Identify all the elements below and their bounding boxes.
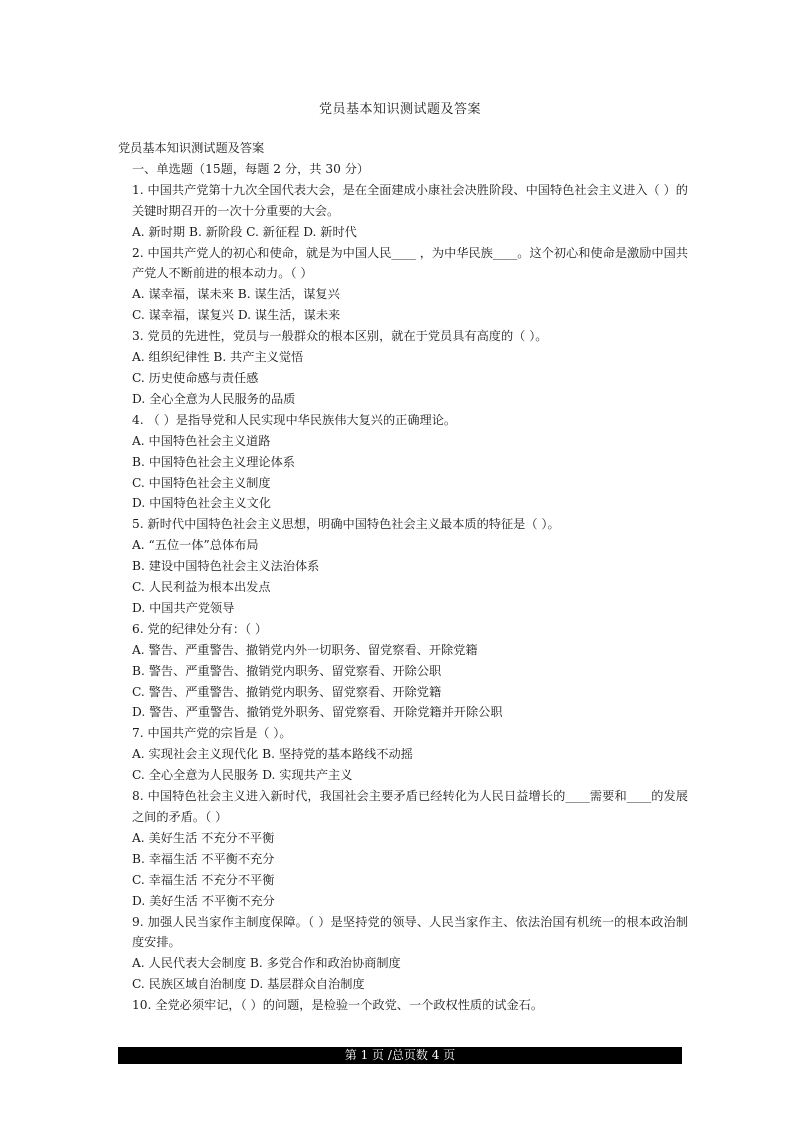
text-line: B. 建设中国特色社会主义法治体系 <box>132 559 320 574</box>
text-line: A. 美好生活 不充分不平衡 <box>132 830 275 845</box>
text-line: C. 中国特色社会主义制度 <box>132 475 271 490</box>
page-footer: 第 1 页 /总页数 4 页 <box>118 1047 682 1064</box>
text-line: C. 民族区域自治制度 D. 基层群众自治制度 <box>132 977 365 992</box>
document-body <box>118 138 688 1016</box>
text-line: A. 谋幸福，谋未来 B. 谋生活，谋复兴 <box>132 287 340 302</box>
text-line: B. 中国特色社会主义理论体系 <box>132 454 295 469</box>
text-line: 1. 中国共产党第十九次全国代表大会，是在全面建成小康社会决胜阶段、中国特色社会主义进入（ ）的关键时期召开的一次十分重要的大会。 <box>132 182 688 218</box>
text-line: 4. （ ）是指导党和人民实现中华民族伟大复兴的正确理论。 <box>132 412 457 427</box>
text-line: D. 中国共产党领导 <box>132 600 235 615</box>
text-line: A. 中国特色社会主义道路 <box>132 433 271 448</box>
text-line: 8. 中国特色社会主义进入新时代，我国社会主要矛盾已经转化为人民日益增长的____需要和____的发展之间的矛盾。（ ） <box>132 789 688 824</box>
text-line: 6. 党的纪律处分有：（ ） <box>132 621 268 636</box>
text-line: 一、单选题（15题，每题 2 分，共 30 分） <box>132 161 370 176</box>
text-line: A. 实现社会主义现代化 B. 坚持党的基本路线不动摇 <box>132 747 413 762</box>
text-line: A. 新时期 B. 新阶段 C. 新征程 D. 新时代 <box>132 224 357 239</box>
text-line: B. 警告、严重警告、撤销党内职务、留党察看、开除公职 <box>132 663 442 678</box>
text-line: D. 警告、严重警告、撤销党外职务、留党察看、开除党籍并开除公职 <box>132 705 503 720</box>
text-line: C. 幸福生活 不充分不平衡 <box>132 872 275 887</box>
text-line: C. 历史使命感与责任感 <box>132 370 259 385</box>
text-line: A. “五位一体”总体布局 <box>132 538 259 553</box>
text-line: A. 警告、严重警告、撤销党内外一切职务、留党察看、开除党籍 <box>132 642 478 657</box>
text-line: 2. 中国共产党人的初心和使命，就是为中国人民____ ，为中华民族____。这个初心和使命是激励中国共产党人不断前进的根本动力。（ ） <box>132 245 688 281</box>
text-line: 5. 新时代中国特色社会主义思想，明确中国特色社会主义最本质的特征是（ ）。 <box>132 517 560 532</box>
text-line: C. 谋幸福，谋复兴 D. 谋生活，谋未来 <box>132 308 341 323</box>
text-line: 10. 全党必须牢记，（ ）的问题，是检验一个政党、一个政权性质的试金石。 <box>132 998 544 1013</box>
text-line: B. 幸福生活 不平衡不充分 <box>132 851 275 866</box>
text-line: C. 人民利益为根本出发点 <box>132 580 271 595</box>
text-line: 7. 中国共产党的宗旨是（ ）。 <box>132 726 292 741</box>
text-line: A. 组织纪律性 B. 共产主义觉悟 <box>132 350 304 365</box>
page-title: 党员基本知识测试题及答案 <box>318 102 481 117</box>
text-line: A. 人民代表大会制度 B. 多党合作和政治协商制度 <box>132 956 401 971</box>
text-line: D. 美好生活 不平衡不充分 <box>132 893 275 908</box>
text-line: 党员基本知识测试题及答案 <box>118 141 265 155</box>
text-line: C. 警告、严重警告、撤销党内职务、留党察看、开除党籍 <box>132 684 442 699</box>
text-line: 3. 党员的先进性，党员与一般群众的根本区别，就在于党员具有高度的（ ）。 <box>132 329 548 344</box>
text-line: 9. 加强人民当家作主制度保障。（ ）是坚持党的领导、人民当家作主、依法治国有机统一的根本政治制度安排。 <box>132 914 688 950</box>
text-line: D. 中国特色社会主义文化 <box>132 496 271 511</box>
text-line: D. 全心全意为人民服务的品质 <box>132 391 296 406</box>
text-line: C. 全心全意为人民服务 D. 实现共产主义 <box>132 768 353 783</box>
